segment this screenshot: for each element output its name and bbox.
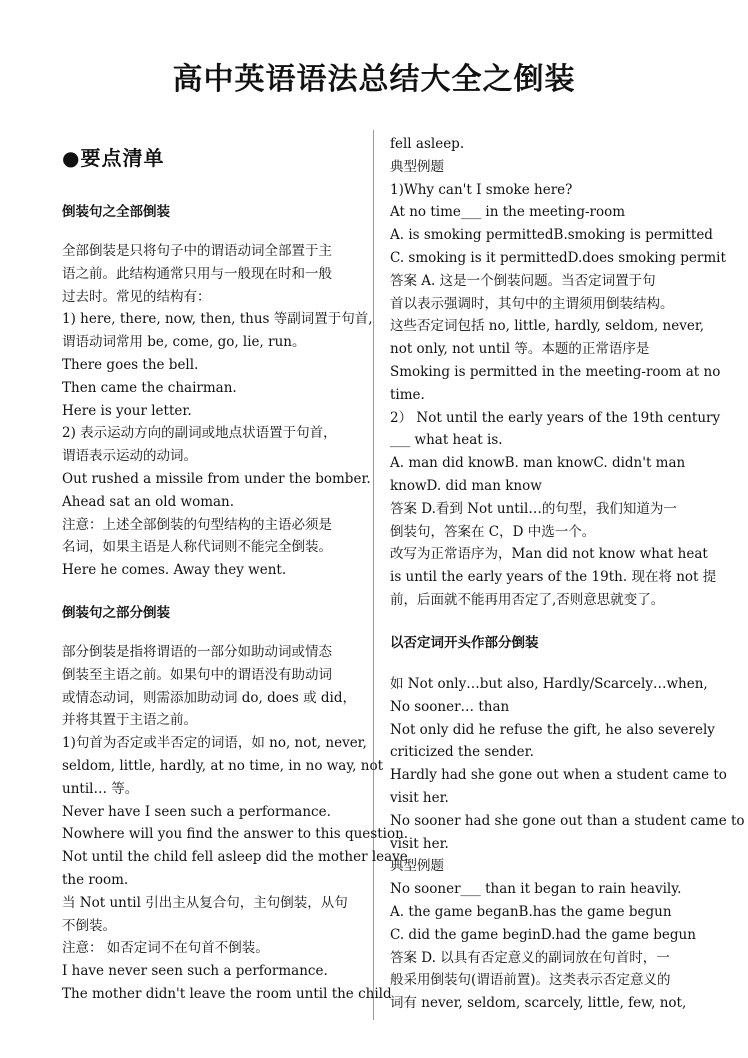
- text-line: 当 Not until 引出主从复合句，主句倒装，从句: [62, 894, 348, 911]
- text-line: 过去时。常见的结构有：: [62, 288, 211, 305]
- text-line: A. the game beganB.has the game begun: [390, 903, 672, 920]
- text-line: Then came the chairman.: [62, 379, 237, 396]
- text-line: 1) here, there, now, then, thus 等副词置于句首,: [62, 311, 373, 328]
- text-line: the room.: [62, 871, 129, 888]
- text-line: visit her.: [390, 789, 449, 806]
- text-line: 1)Why can't I smoke here?: [390, 181, 573, 198]
- section-heading: ●要点清单: [62, 146, 165, 170]
- text-line: A. man did knowB. man knowC. didn't man: [390, 455, 686, 472]
- text-line: No sooner___ than it began to rain heavily.: [390, 881, 682, 898]
- text-line: C. smoking is it permittedD.does smoking permit: [390, 249, 726, 266]
- text-line: Ahead sat an old woman.: [62, 493, 235, 510]
- text-line: Not only did he refuse the gift, he also severely: [390, 721, 715, 738]
- text-line: 词有 never, seldom, scarcely, little, few, not,: [390, 995, 687, 1012]
- text-line: 如 Not only…but also, Hardly/Scarcely…when,: [390, 676, 708, 692]
- subheading-negative-start: 以否定词开头作部分倒装: [390, 635, 539, 651]
- text-line: until… 等。: [62, 780, 139, 797]
- text-line: criticized the sender.: [390, 744, 534, 761]
- page-title: 高中英语语法总结大全之倒装: [172, 62, 576, 97]
- text-line: Nowhere will you find the answer to this question.: [62, 826, 409, 843]
- text-line: 谓语动词常用 be, come, go, lie, run。: [62, 334, 306, 351]
- text-line: 不倒装。: [62, 917, 116, 934]
- text-line: ___ what heat is.: [390, 432, 503, 449]
- text-line: 答案 A. 这是一个倒装问题。当否定词置于句: [390, 272, 656, 289]
- text-line: Out rushed a missile from under the bomber.: [62, 470, 371, 487]
- text-line: I have never seen such a performance.: [62, 963, 328, 980]
- text-line: 或情态动词，则需添加助动词 do, does 或 did，: [62, 689, 357, 706]
- text-line: 2） Not until the early years of the 19th century: [390, 409, 721, 426]
- text-line: Hardly had she gone out when a student came to: [390, 767, 727, 784]
- left-block-partial-inversion: [62, 641, 409, 1006]
- text-line: Here is your letter.: [62, 402, 192, 419]
- text-line: 语之前。此结构通常只用与一般现在时和一般: [62, 265, 332, 282]
- text-line: C. did the game beginD.had the game begun: [390, 926, 696, 943]
- right-block-negative-start: [390, 673, 745, 1015]
- text-line: 典型例题: [390, 858, 444, 875]
- subheading-full-inversion: 倒装句之全部倒装: [62, 204, 170, 220]
- text-line: 首以表示强调时，其句中的主谓须用倒装结构。: [390, 295, 674, 312]
- text-line: 答案 D. 以具有否定意义的副词放在句首时，一: [390, 949, 670, 966]
- text-line: 1)句首为否定或半否定的词语，如 no, not, never,: [62, 735, 367, 752]
- right-block-examples: [390, 133, 726, 612]
- text-line: 前，后面就不能再用否定了,否则意思就变了。: [390, 591, 665, 608]
- text-line: 2) 表示运动方向的副词或地点状语置于句首，: [62, 425, 337, 442]
- text-line: 并将其置于主语之前。: [62, 712, 197, 729]
- text-line: Never have I seen such a performance.: [62, 803, 331, 820]
- text-line: 全部倒装是只将句子中的谓语动词全部置于主: [62, 243, 332, 259]
- text-line: The mother didn't leave the room until the child: [62, 985, 392, 1002]
- text-line: 注意：上述全部倒装的句型结构的主语必须是: [62, 516, 332, 533]
- text-line: A. is smoking permittedB.smoking is permitted: [390, 227, 713, 244]
- text-line: 般采用倒装句(谓语前置)。这类表示否定意义的: [390, 972, 671, 989]
- text-line: fell asleep.: [390, 136, 465, 152]
- text-line: There goes the bell.: [62, 356, 199, 373]
- text-line: 倒装句，答案在 C，D 中选一个。: [390, 523, 596, 540]
- text-line: knowD. did man know: [390, 477, 542, 494]
- text-line: Smoking is permitted in the meeting-room at no: [390, 363, 721, 380]
- text-line: At no time___ in the meeting-room: [390, 204, 626, 221]
- text-line: 注意： 如否定词不在句首不倒装。: [62, 940, 269, 957]
- subheading-partial-inversion: 倒装句之部分倒装: [62, 605, 170, 621]
- text-line: 谓语表示运动的动词。: [62, 448, 197, 465]
- text-line: Here he comes. Away they went.: [62, 562, 287, 579]
- text-line: 典型例题: [390, 158, 444, 175]
- text-line: 这些否定词包括 no, little, hardly, seldom, never,: [390, 318, 705, 335]
- column-divider: [373, 130, 374, 1020]
- text-line: 名词，如果主语是人称代词则不能完全倒装。: [62, 539, 332, 556]
- text-line: No sooner had she gone out than a student came to: [390, 812, 745, 829]
- text-line: 倒装至主语之前。如果句中的谓语没有助动词: [62, 666, 332, 683]
- text-line: 答案 D.看到 Not until…的句型，我们知道为一: [390, 500, 677, 517]
- text-line: No sooner… than: [390, 698, 510, 715]
- text-line: is until the early years of the 19th. 现在将 not 提: [390, 569, 717, 586]
- left-block-full-inversion: [62, 240, 373, 582]
- text-line: time.: [390, 386, 425, 403]
- text-line: Not until the child fell asleep did the mother leave: [62, 849, 408, 866]
- text-line: 改写为正常语序为，Man did not know what heat: [390, 546, 708, 563]
- text-line: seldom, little, hardly, at no time, in no way, not: [62, 757, 384, 774]
- text-line: visit her.: [390, 835, 449, 852]
- text-line: 部分倒装是指将谓语的一部分如助动词或情态: [62, 644, 332, 660]
- text-line: not only, not until 等。本题的正常语序是: [390, 341, 650, 358]
